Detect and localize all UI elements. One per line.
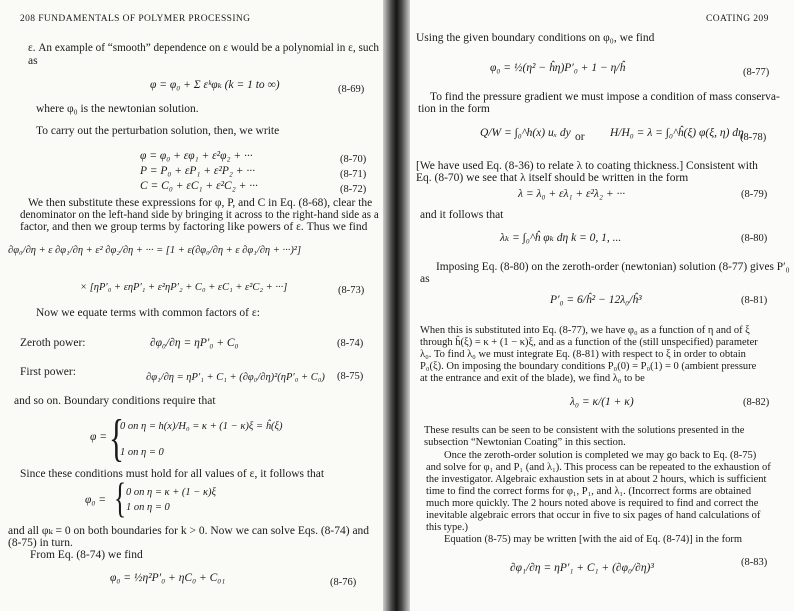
equation: λ₀ = κ/(1 + κ) xyxy=(570,396,634,408)
equation-number: (8-69) xyxy=(338,84,365,95)
equation-number: (8-83) xyxy=(741,557,768,568)
text-line: at the entrance and exit of the blade), we find λ₀ to be xyxy=(420,373,645,384)
equation: ∂φ₀/∂η = ηP′₀ + C₀ xyxy=(150,337,239,349)
equation-number: (8-70) xyxy=(340,154,367,165)
text-line: Eq. (8-70) we see that λ itself should be written in the form xyxy=(416,172,689,184)
text-line: [We have used Eq. (8-36) to relate λ to coating thickness.] Consistent with xyxy=(416,160,758,172)
equation-number: (8-80) xyxy=(741,233,768,244)
equation: λₖ = ∫₀^ĥ φₖ dη k = 0, 1, ... xyxy=(500,232,622,244)
text-line: To carry out the perturbation solution, then, we write xyxy=(36,125,280,137)
text-line: as xyxy=(420,273,430,285)
left-brace: { xyxy=(114,476,127,522)
text-line: We then substitute these expressions for φ, P, and C in Eq. (8-68), clear the xyxy=(28,197,373,209)
equation: λ = λ₀ + ελ₁ + ε²λ₂ + ··· xyxy=(518,188,626,200)
text-line: From Eq. (8-74) we find xyxy=(30,549,143,561)
equation: × [ηP′₀ + εηP′₁ + ε²ηP′₂ + C₀ + εC₁ + ε²C₂ + ···] xyxy=(80,282,288,293)
left-brace: { xyxy=(108,410,124,467)
equation: 1 on η = 0 xyxy=(120,447,164,458)
text-line: and it follows that xyxy=(420,209,504,221)
text-line: much more quickly. The 2 hours noted above is required to find and correct the xyxy=(426,498,759,509)
left-page xyxy=(0,0,383,611)
text-line: factor, and then we group terms by factoring like powers of ε. Thus we find xyxy=(20,221,368,233)
text-line: time to find the correct forms for φ₁, P₁, and λ₁. (Incorrect forms are obtained xyxy=(426,486,752,497)
right-page xyxy=(410,0,794,611)
text-line: (8-75) in turn. xyxy=(8,537,73,549)
text-line: subsection “Newtonian Coating” in this section. xyxy=(424,437,626,448)
text-line: and so on. Boundary conditions require that xyxy=(14,395,216,407)
equation: ∂φ₀/∂η + ε ∂φ₁/∂η + ε² ∂φ₂/∂η + ··· = [1 + ε(∂φ₀/∂η + ε ∂φ₁/∂η + ···)²] xyxy=(8,245,302,256)
equation: 1 on η = 0 xyxy=(126,502,170,513)
equation: 0 on η = h(x)/H₀ = κ + (1 − κ)ξ = ĥ(ξ) xyxy=(120,421,283,432)
text-line: ε. An example of “smooth” dependence on ε would be a polynomial in ε, such xyxy=(28,42,380,54)
text-line: where φ₀ is the newtonian solution. xyxy=(36,103,199,115)
text-line: When this is substituted into Eq. (8-77), we have φ₀ as a function of η and of ξ xyxy=(420,325,750,336)
equation: φ₀ = ½η²P′₀ + ηC₀ + C₀₁ xyxy=(110,572,226,584)
text-line: Once the zeroth-order solution is completed we may go back to Eq. (8-75) xyxy=(444,450,757,461)
text-line: inevitable algebraic errors that occur in five to six pages of hand calculations of xyxy=(426,510,761,521)
equation: φ₀ = ½(η² − ĥη)P′₀ + 1 − η/ĥ xyxy=(490,62,626,74)
left-running-header: 208 FUNDAMENTALS OF POLYMER PROCESSING xyxy=(20,14,251,24)
equation: 0 on η = κ + (1 − κ)ξ xyxy=(126,487,217,498)
equation-lhs: φ₀ = xyxy=(85,494,106,506)
equation: P′₀ = 6/ĥ² − 12λ₀/ĥ³ xyxy=(550,294,642,306)
text-line: through ĥ(ξ) = κ + (1 − κ)ξ, and as a function of the (still unspecified) parameter xyxy=(420,337,758,348)
text-line: this type.) xyxy=(426,522,468,533)
equation-number: (8-72) xyxy=(340,184,367,195)
equation-number: (8-77) xyxy=(743,67,770,78)
equation-number: (8-73) xyxy=(338,285,365,296)
text-line: Using the given boundary conditions on φ₀, we find xyxy=(416,32,655,44)
text-line: Imposing Eq. (8-80) on the zeroth-order (newtonian) solution (8-77) gives P′₀ xyxy=(436,261,790,273)
text-line: and solve for φ₁ and P₁ (and λ₁). This process can be repeated to the exhaustion of xyxy=(426,462,771,473)
equation: H/H₀ = λ = ∫₀^ĥ(ξ) φ(ξ, η) dη xyxy=(610,127,744,139)
text-line: Now we equate terms with common factors of ε: xyxy=(36,307,260,319)
equation: φ = φ₀ + εφ₁ + ε²φ₂ + ··· xyxy=(140,150,253,162)
equation-number: (8-75) xyxy=(337,371,364,382)
text-line: First power: xyxy=(20,366,76,378)
equation-number: (8-78) xyxy=(740,132,767,143)
equation-number: (8-71) xyxy=(340,169,367,180)
equation: ∂φ₁/∂η = ηP′₁ + C₁ + (∂φ₀/∂η)³ xyxy=(510,562,654,574)
text-line: and all φₖ = 0 on both boundaries for k > 0. Now we can solve Eqs. (8-74) and xyxy=(8,525,370,537)
equation: φ = φ₀ + Σ εᵏφₖ (k = 1 to ∞) xyxy=(150,79,280,91)
equation: P = P₀ + εP₁ + ε²P₂ + ··· xyxy=(140,165,256,177)
equation: C = C₀ + εC₁ + ε²C₂ + ··· xyxy=(140,180,258,192)
text-line: P₀(ξ). On imposing the boundary conditions P₀(0) = P₀(1) = 0 (ambient pressure xyxy=(420,361,757,372)
equation-number: (8-74) xyxy=(337,338,364,349)
text-line: Equation (8-75) may be written [with the aid of Eq. (8-74)] in the form xyxy=(444,534,742,545)
equation-number: (8-76) xyxy=(330,577,357,588)
book-gutter xyxy=(383,0,410,611)
equation: Q/W = ∫₀^h(x) uₓ dy xyxy=(480,127,571,139)
text-line: λ₀. To find λ₀ we must integrate Eq. (8-81) with respect to ξ in order to obtain xyxy=(420,349,746,360)
text-line: These results can be seen to be consistent with the solutions presented in the xyxy=(424,425,745,436)
equation-number: (8-82) xyxy=(743,397,770,408)
text-line: To find the pressure gradient we must impose a condition of mass conserva- xyxy=(430,91,780,103)
equation-number: (8-81) xyxy=(741,295,768,306)
text-line: Zeroth power: xyxy=(20,337,86,349)
text-line: the investigator. Algebraic exhaustion sets in at about 2 hours, which is sufficient xyxy=(426,474,767,485)
text-line: tion in the form xyxy=(418,103,490,115)
text-line: as xyxy=(28,55,38,67)
text-line: or xyxy=(575,131,585,143)
text-line: Since these conditions must hold for all values of ε, it follows that xyxy=(20,468,325,480)
equation-number: (8-79) xyxy=(741,189,768,200)
text-line: denominator on the left-hand side by bringing it across to the right-hand side as a xyxy=(20,209,379,221)
equation-lhs: φ = xyxy=(90,431,107,443)
right-running-header: COATING 209 xyxy=(706,14,769,24)
equation: ∂φ₁/∂η = ηP′₁ + C₁ + (∂φ₀/∂η)²(ηP′₀ + C₀) xyxy=(146,372,325,383)
